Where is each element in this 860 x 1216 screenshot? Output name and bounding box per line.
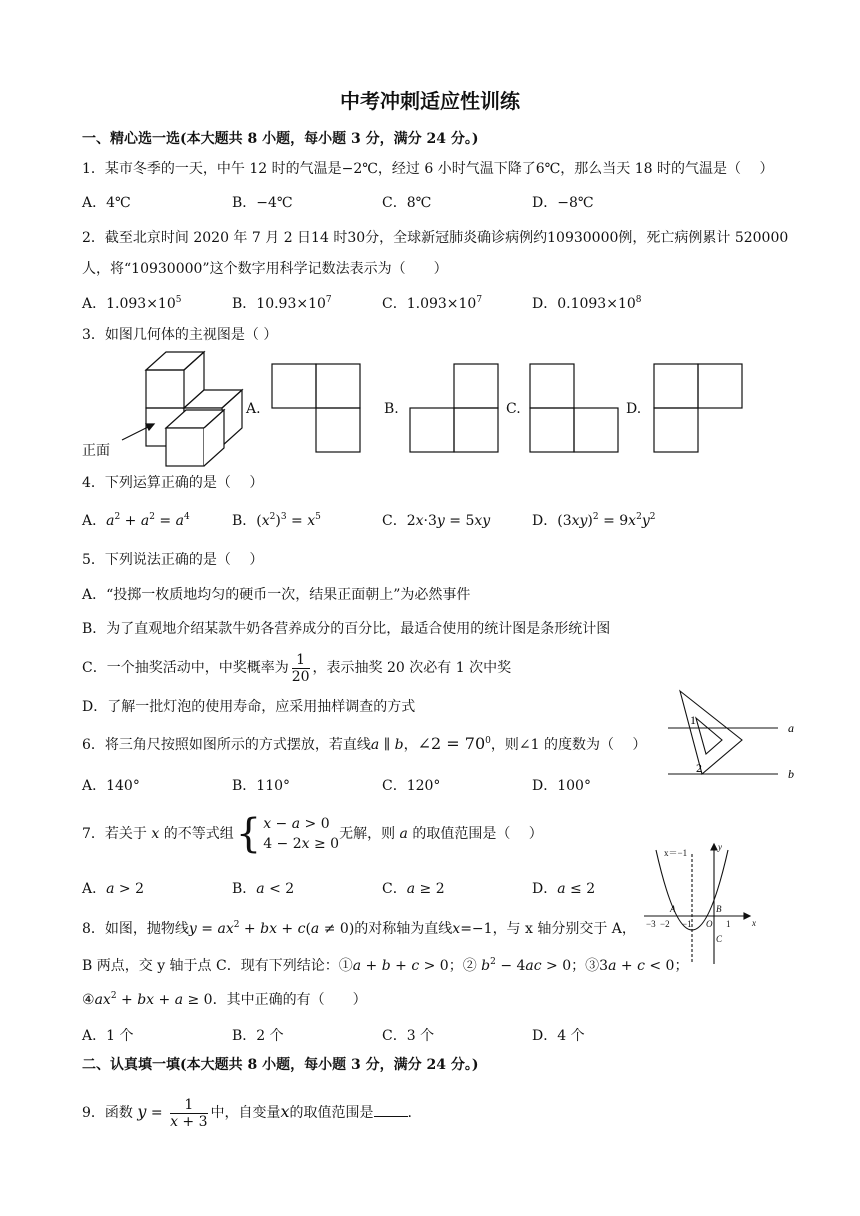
q4-option-c: C．2x·3y = 5xy bbox=[382, 513, 491, 529]
q6-line-a-label: a bbox=[788, 721, 794, 735]
q3-option-b-figure bbox=[410, 364, 500, 454]
svg-text:−2: −2 bbox=[660, 919, 670, 929]
q4-option-a: A．$a^2 + a^2 = a^4$ bbox=[82, 512, 190, 529]
q4-option-b: B．$(x^2)^3 = x^5$ bbox=[232, 512, 321, 529]
q1-option-d: D．−8℃ bbox=[532, 195, 594, 211]
q4-option-d: D．$(3xy)^2 = 9x^2y^2$ bbox=[532, 512, 656, 529]
q8-stem-line2: B 两点，交 y 轴于点 C．现有下列结论：①a + b + c > 0；② $b^2 - 4ac > 0$；③3a + c < 0； bbox=[82, 957, 689, 974]
q3-option-c: C. bbox=[506, 401, 521, 417]
svg-text:y: y bbox=[718, 842, 722, 852]
q1-option-b: B．−4℃ bbox=[232, 195, 293, 211]
q8-parabola-figure bbox=[640, 840, 760, 970]
page-title: 中考冲刺适应性训练 bbox=[340, 89, 520, 113]
svg-text:A: A bbox=[670, 904, 676, 914]
q6-line-b-label: b bbox=[788, 767, 794, 781]
q5-option-a: A．“投掷一枚质地均匀的硬币一次，结果正面朝上”为必然事件 bbox=[82, 587, 471, 603]
q6-stem: 6．将三角尺按照如图所示的方式摆放，若直线a ∥ b，∠2 = $70^0$，则∠1 的度数为（ ） bbox=[82, 734, 647, 753]
q2-option-c: C．$1.093\times 10^7$ bbox=[382, 295, 483, 312]
section-2-heading: 二、认真填一填(本大题共 8 小题，每小题 3 分，满分 24 分。) bbox=[82, 1057, 479, 1073]
q2-option-a: A．$1.093\times 10^5$ bbox=[82, 295, 182, 312]
q2-stem-line2: 人，将“10930000”这个数字用科学记数法表示为（ ） bbox=[82, 261, 448, 277]
q7-option-b: B．a < 2 bbox=[232, 881, 295, 897]
q2-stem-line1: 2．截至北京时间 2020 年 7 月 2 日14 时30分，全球新冠肺炎确诊病例约10930000例，死亡病例累计 520000 bbox=[82, 230, 789, 246]
q3-front-label: 正面 bbox=[82, 443, 110, 459]
q5-stem: 5．下列说法正确的是（ ） bbox=[82, 552, 264, 568]
q9-stem: 9．函数 y = $\frac{1}{x + 3}$ 中，自变量x的取值范围是 . bbox=[82, 1096, 412, 1130]
q3-option-a: A. bbox=[246, 401, 261, 417]
svg-text:B: B bbox=[716, 904, 722, 914]
q4-stem: 4．下列运算正确的是（ ） bbox=[82, 475, 264, 491]
svg-text:C: C bbox=[716, 934, 723, 944]
q5-option-d: D．了解一批灯泡的使用寿命，应采用抽样调查的方式 bbox=[82, 699, 416, 715]
q2-option-d: D．$0.1093\times 10^8$ bbox=[532, 295, 642, 312]
q8-option-c: C．3 个 bbox=[382, 1028, 435, 1044]
q6-angle-2-label: 2 bbox=[696, 761, 702, 775]
q1-option-a: A．4℃ bbox=[82, 195, 131, 211]
svg-text:O: O bbox=[706, 919, 713, 929]
q8-option-d: D．4 个 bbox=[532, 1028, 585, 1044]
q1-option-c: C．8℃ bbox=[382, 195, 432, 211]
svg-text:−3: −3 bbox=[646, 919, 656, 929]
q3-option-b: B. bbox=[384, 401, 399, 417]
q9-answer-blank[interactable] bbox=[374, 1102, 408, 1117]
q5-option-b: B．为了直观地介绍某款牛奶各营养成分的百分比，最适合使用的统计图是条形统计图 bbox=[82, 621, 611, 637]
svg-text:1: 1 bbox=[726, 919, 731, 929]
q5-option-c: C．一个抽奖活动中，中奖概率为 $\frac{1}{20}$ ，表示抽奖 20 次必有 1 次中奖 bbox=[82, 651, 512, 685]
q3-stem: 3．如图几何体的主视图是（ ） bbox=[82, 327, 278, 343]
q7-option-a: A．a > 2 bbox=[82, 881, 145, 897]
q8-stem-line1: 8．如图，抛物线$y = ax^2$ + bx + c(a ≠ 0)的对称轴为直线x=−1，与 x 轴分别交于 A， bbox=[82, 920, 636, 937]
q7-option-c: C．a ≥ 2 bbox=[382, 881, 445, 897]
q6-angle-1-label: 1 bbox=[690, 713, 696, 727]
q8-option-a: A．1 个 bbox=[82, 1028, 134, 1044]
q3-option-c-figure bbox=[530, 364, 620, 454]
q8-stem-line3: $④ax^2$ + bx + a ≥ 0．其中正确的有（ ） bbox=[82, 991, 367, 1008]
q7-option-d: D．a ≤ 2 bbox=[532, 881, 596, 897]
q6-option-c: C．120° bbox=[382, 778, 441, 794]
q6-parallel-lines-figure bbox=[668, 688, 798, 784]
q8-option-b: B．2 个 bbox=[232, 1028, 284, 1044]
q6-option-d: D．100° bbox=[532, 778, 591, 794]
section-1-heading: 一、精心选一选(本大题共 8 小题，每小题 3 分，满分 24 分。) bbox=[82, 131, 479, 147]
q6-option-b: B．110° bbox=[232, 778, 291, 794]
q6-option-a: A．140° bbox=[82, 778, 140, 794]
q3-option-a-figure bbox=[272, 364, 362, 454]
q2-option-b: B．$10.93\times 10^7$ bbox=[232, 295, 332, 312]
q7-stem: 7．若关于 x 的不等式组{ x − a > 0 4 − 2x ≥ 0无解，则 a 的取值范围是（ ） bbox=[82, 811, 543, 857]
q8-axis-of-symmetry-label: x＝−1 bbox=[664, 848, 688, 858]
q3-option-d: D. bbox=[626, 401, 642, 417]
q1-stem: 1．某市冬季的一天，中午 12 时的气温是−2℃，经过 6 小时气温下降了6℃，那么当天 18 时的气温是（ ） bbox=[82, 161, 774, 177]
svg-text:x: x bbox=[752, 918, 756, 928]
svg-text:−1: −1 bbox=[682, 919, 692, 929]
q3-option-d-figure bbox=[654, 364, 744, 454]
